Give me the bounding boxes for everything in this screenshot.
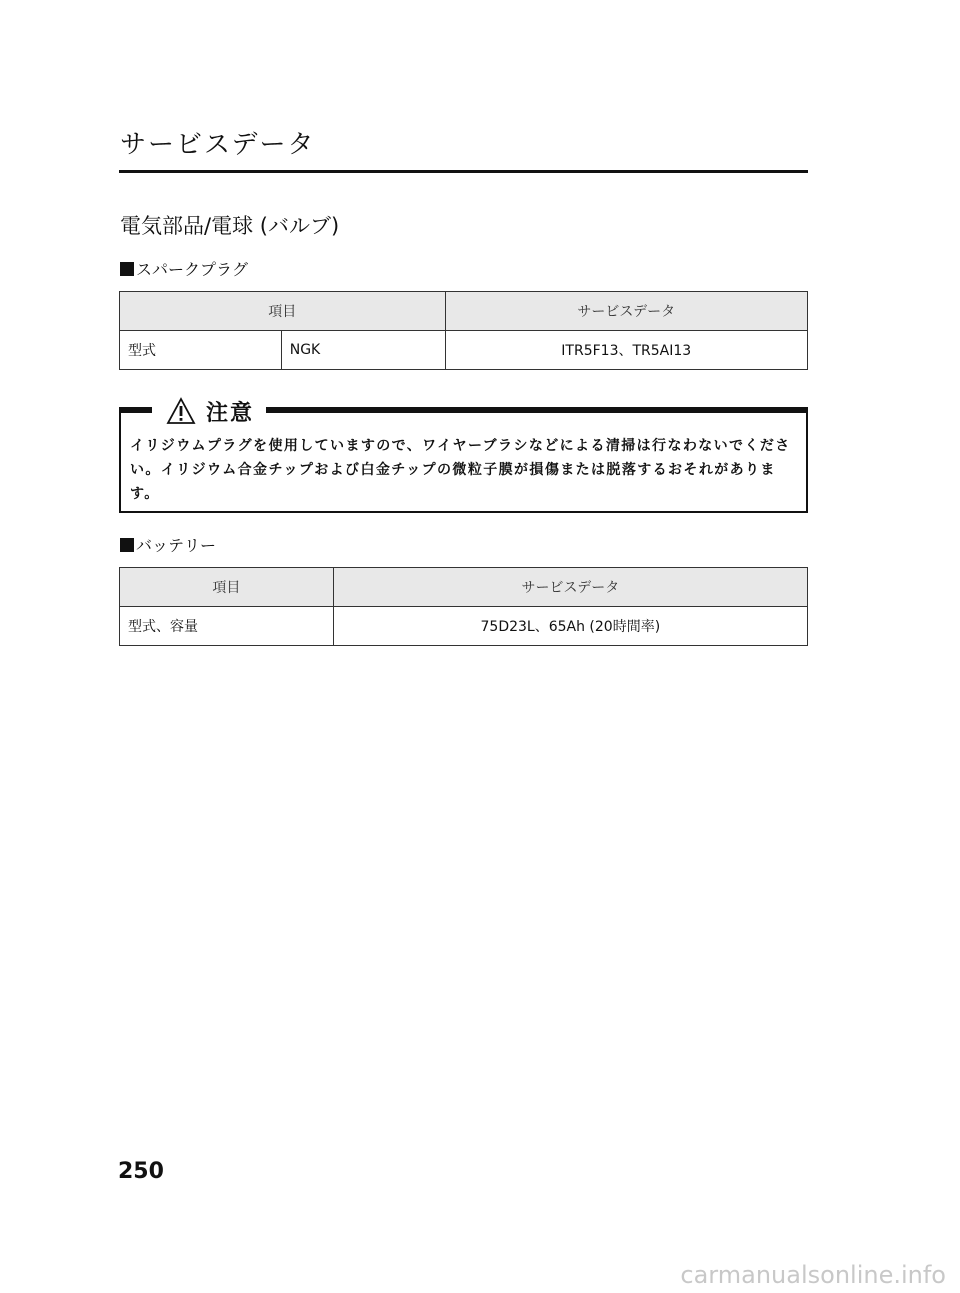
spark-plug-heading [120,257,248,280]
square-bullet-icon [120,262,134,276]
header-item: 項目 [120,292,446,331]
battery-table [119,567,808,646]
table-header-row [120,568,808,607]
caution-text: イリジウムプラグを使用していますので、ワイヤーブラシなどによる清掃は行なわないでください。イリジウム合金チップおよび白金チップの微粒子膜が損傷または脱落するおそれがあります。 [130,438,791,502]
square-bullet-icon [120,538,134,552]
caution-label [152,395,266,427]
row-value: 75D23L、65Ah (20時間率) [333,607,807,646]
header-item: 項目 [120,568,334,607]
spark-plug-heading-text: スパークプラグ [136,260,249,279]
row-brand: NGK [281,331,445,370]
header-service-data: サービスデータ [333,568,807,607]
spark-plug-table [119,291,808,370]
table-header-row [120,292,808,331]
page-title: サービスデータ [120,130,316,160]
header-service-data: サービスデータ [445,292,808,331]
section-title: 電気部品/電球 (バルブ) [120,214,340,238]
caution-label-text: 注意 [206,400,255,426]
warning-triangle-icon [166,397,196,425]
battery-heading-text: バッテリー [136,536,217,555]
table-row [120,331,808,370]
row-label: 型式 [120,331,282,370]
watermark: carmanualsonline.info [680,1261,946,1289]
table-row [120,607,808,646]
row-value: ITR5F13、TR5AI13 [445,331,808,370]
page-number: 250 [118,1159,164,1184]
row-label: 型式、容量 [120,607,334,646]
title-divider [119,170,808,173]
battery-heading [120,533,216,556]
